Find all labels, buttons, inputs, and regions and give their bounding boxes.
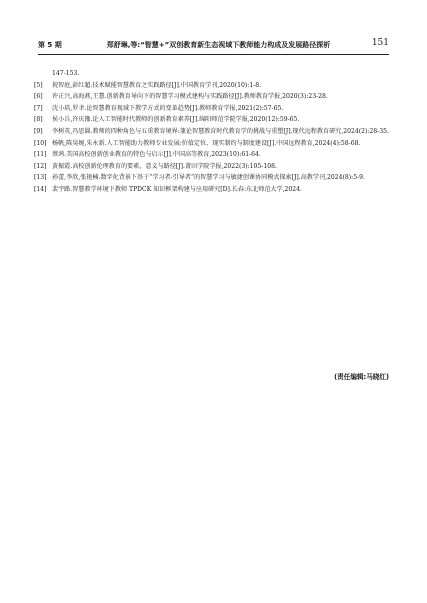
reference-number: [11]	[34, 151, 47, 159]
reference-text: 蔡鸿.美国高校创新创业教育的特色与启示[J].中国高等教育,2023(10):61-64.	[52, 151, 261, 159]
reference-number: [6]	[34, 93, 43, 101]
reference-number: [5]	[34, 81, 43, 89]
reference-item	[34, 114, 389, 126]
reference-number: [10]	[34, 139, 47, 147]
reference-number: [12]	[34, 162, 47, 170]
issue-number: 第 5 期	[38, 41, 62, 49]
reference-item	[34, 161, 389, 173]
reference-text: 沈小培,罗聿.论智慧教育视域下教学方式的变革趋势[J].教师教育学报,2021(2):57-65.	[52, 104, 284, 112]
reference-item	[34, 138, 389, 150]
reference-text: 孙蕾,李欣,张艳楠.数字化背景下基于“学习者-引导者”的智慧学习与敏捷创课协同模式探索[J].高教学刊,2024(8):5-9.	[52, 174, 365, 182]
reference-text: 裴宇路.智慧教学环境下教师 TPDCK 知识框架构建与应用研究[D].长春:东北师范大学,2024.	[52, 185, 302, 193]
reference-continuation: 147-153.	[52, 70, 80, 77]
reference-text: 许正兴,高海燕,王慧.创新教育导向下的智慧学习模式建构与实践路径[J].教师教育学报,2020(3):23-28.	[52, 93, 328, 101]
reference-text: 祝智庭,彭红超.技术赋能智慧教育之实践路径[J].中国教育学刊,2020(10):1-8.	[52, 81, 262, 89]
reference-text: 李树英,冯思圆.教师的四种角色与五重教育境界:兼论智慧教育时代教育学的挑战与重塑[J].现代远程教育研究,2024(2):28-35.	[52, 127, 389, 135]
reference-item	[34, 80, 389, 92]
reference-number: [8]	[34, 116, 43, 124]
reference-item	[34, 184, 389, 196]
running-header	[38, 36, 389, 55]
reference-number: [14]	[34, 185, 47, 193]
reference-list	[34, 68, 389, 196]
reference-item	[34, 126, 389, 138]
responsible-editor: (责任编辑:马晓红)	[334, 373, 389, 381]
page-number: 151	[371, 38, 389, 48]
reference-item	[34, 149, 389, 161]
reference-text: 杨帆,陈昊婉,朱永新.人工智能助力教师专业发展:价值定位、现实制约与制度建设[J].中国远程教育,2024(4):58-68.	[52, 139, 361, 147]
article-title: 郑舒琳,等:“智慧+”双创教育新生态视域下教师能力构成及发展路径探析	[106, 41, 331, 49]
reference-text: 侯小兵,许庆豫.论人工智能时代教师的创新教育素养[J].绵阳师范学院学报,2020(12):59-65.	[52, 116, 300, 124]
reference-item	[34, 91, 389, 103]
reference-number: [13]	[34, 174, 47, 182]
reference-text: 黄振霞.高校创新伦理教育的要素、意义与路径[J].莆田学院学报,2022(3):105-108.	[52, 162, 277, 170]
reference-item	[34, 103, 389, 115]
reference-number: [9]	[34, 127, 43, 135]
reference-item	[34, 172, 389, 184]
reference-number: [7]	[34, 104, 43, 112]
